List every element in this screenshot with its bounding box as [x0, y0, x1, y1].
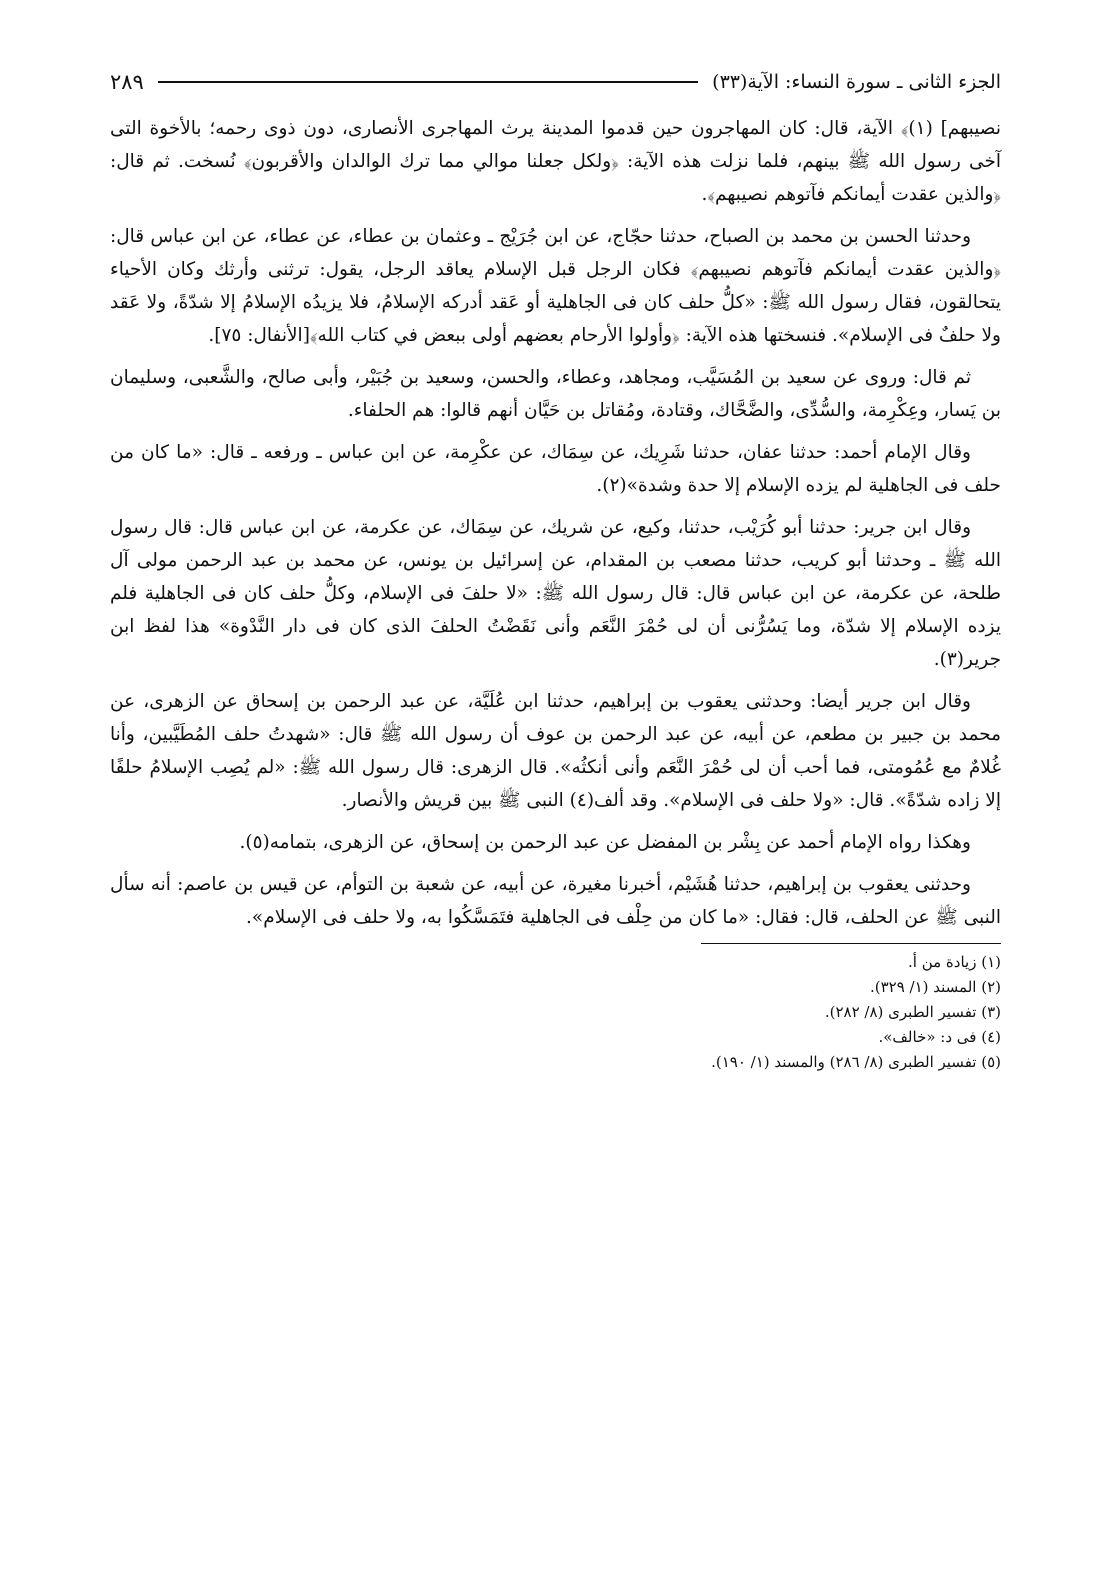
paragraph: وهكذا رواه الإمام أحمد عن بِشْر بن المفضل عن عبد الرحمن بن إسحاق، عن الزهرى، بتمامه(٥). [239, 832, 971, 853]
page-number: ٢٨٩ [110, 70, 144, 94]
footnote: (٣) تفسير الطبرى (٨/ ٢٨٢). [824, 1003, 1001, 1021]
running-header [110, 62, 1001, 102]
footnote-divider [701, 943, 1001, 944]
paragraph: ثم قال: وروى عن سعيد بن المُسَيَّب، ومجاهد، وعطاء، والحسن، وسعيد بن جُبَيْر، وأبى صالح، والشَّعبى، وسليمان بن يَسار، وعِكْرِمة، والسُّدِّى، والضَّحَّاك، وقتادة، ومُقاتل بن حَيَّان أنهم قالوا: هم الحلفاء. [110, 367, 1001, 421]
paragraph: وقال الإمام أحمد: حدثنا عفان، حدثنا شَرِيك، عن سِمَاك، عن عكْرِمة، عن ابن عباس ـ ورفعه ـ قال: «ما كان من حلف فى الجاهلية لم يزده الإسلام إلا حدة وشدة»(٢). [110, 442, 1001, 496]
footnotes [110, 950, 1001, 1075]
footnote: (٢) المسند (١/ ٣٢٩). [869, 978, 1001, 996]
paragraph: وقال ابن جرير: حدثنا أبو كُرَيْب، حدثنا، وكيع، عن شريك، عن سِمَاك، عن عكرمة، عن ابن عباس قال: قال رسول الله ﷺ ـ وحدثنا أبو كريب، حدثنا مصعب بن المقدام، عن إسرائيل بن يونس، عن محمد بن عبد الرحمن مولى آل طلحة، عن عكرمة، عن ابن عباس قال: قال رسول الله ﷺ: «لا حلفَ فى الإسلام، وكلُّ حلف كان فى الجاهلية فلم يزده الإسلام إلا شدّة، وما يَسُرُّنى أن لى حُمْرَ النَّعَم وأنى نَقَضْتُ الحلفَ الذى كان فى دار النَّدْوة» هذا لفظ ابن جرير(٣). [110, 517, 1001, 670]
footnote: (٥) تفسير الطبرى (٨/ ٢٨٦) والمسند (١/ ١٩٠). [711, 1053, 1001, 1071]
page [110, 62, 1001, 1532]
header-rule [158, 81, 698, 83]
paragraph: وقال ابن جرير أيضا: وحدثنى يعقوب بن إبراهيم، حدثنا ابن عُلَيَّة، عن عبد الرحمن بن إسحاق عن الزهرى، عن محمد بن جبير بن مطعم، عن أبيه، عن عبد الرحمن بن عوف أن رسول الله ﷺ قال: «شهدتُ حلف المُطَيَّبين، وأنا غُلامٌ مع عُمُومتى، فما أحب أن لى حُمْرَ النَّعَم وأنى أنكثُه». قال الزهرى: قال رسول الله ﷺ: «لم يُصِب الإسلامُ حلفًا إلا زاده شدّةً». قال: «ولا حلف فى الإسلام». وقد ألف(٤) النبى ﷺ بين قريش والأنصار. [110, 691, 1001, 811]
main-text [110, 112, 1001, 934]
footnote: (٤) فى د: «خالف». [878, 1028, 1001, 1046]
running-title: الجزء الثانى ـ سورة النساء: الآية(٣٣) [712, 71, 1001, 93]
footnote: (١) زيادة من أ. [908, 953, 1001, 971]
paragraph: وحدثنا الحسن بن محمد بن الصباح، حدثنا حجّاج، عن ابن جُرَيْج ـ وعثمان بن عطاء، عن عطاء، عن ابن عباس قال: ﴿والذين عقدت أيمانكم فآتوهم نصيبهم﴾ فكان الرجل قبل الإسلام يعاقد الرجل، يقول: ترثنى وأرثك وكان الأحياء يتحالقون، فقال رسول الله ﷺ: «كلُّ حلف كان فى الجاهلية أو عَقد أدركه الإسلامُ، فلا يزيدُه الإسلامُ إلا شدّةً، ولا عَقد ولا حلفٌ فى الإسلام». فنسختها هذه الآية: ﴿وأولوا الأرحام بعضهم أولى ببعض في كتاب الله﴾[الأنفال: ٧٥]. [110, 226, 1001, 346]
paragraph: نصيبهم] (١)﴾ الآية، قال: كان المهاجرون حين قدموا المدينة يرث المهاجرى الأنصارى، دون ذوى رحمه؛ بالأخوة التى آخى رسول الله ﷺ بينهم، فلما نزلت هذه الآية: ﴿ولكل جعلنا موالي مما ترك الوالدان والأقربون﴾ نُسخت. ثم قال: ﴿والذين عقدت أيمانكم فآتوهم نصيبهم﴾. [110, 118, 1001, 205]
paragraph: وحدثنى يعقوب بن إبراهيم، حدثنا هُشَيْم، أخبرنا مغيرة، عن أبيه، عن شعبة بن التوأم، عن قيس بن عاصم: أنه سأل النبى ﷺ عن الحلف، قال: فقال: «ما كان من حِلْف فى الجاهلية فتَمَسَّكُوا به، ولا حلف فى الإسلام». [110, 874, 1001, 928]
